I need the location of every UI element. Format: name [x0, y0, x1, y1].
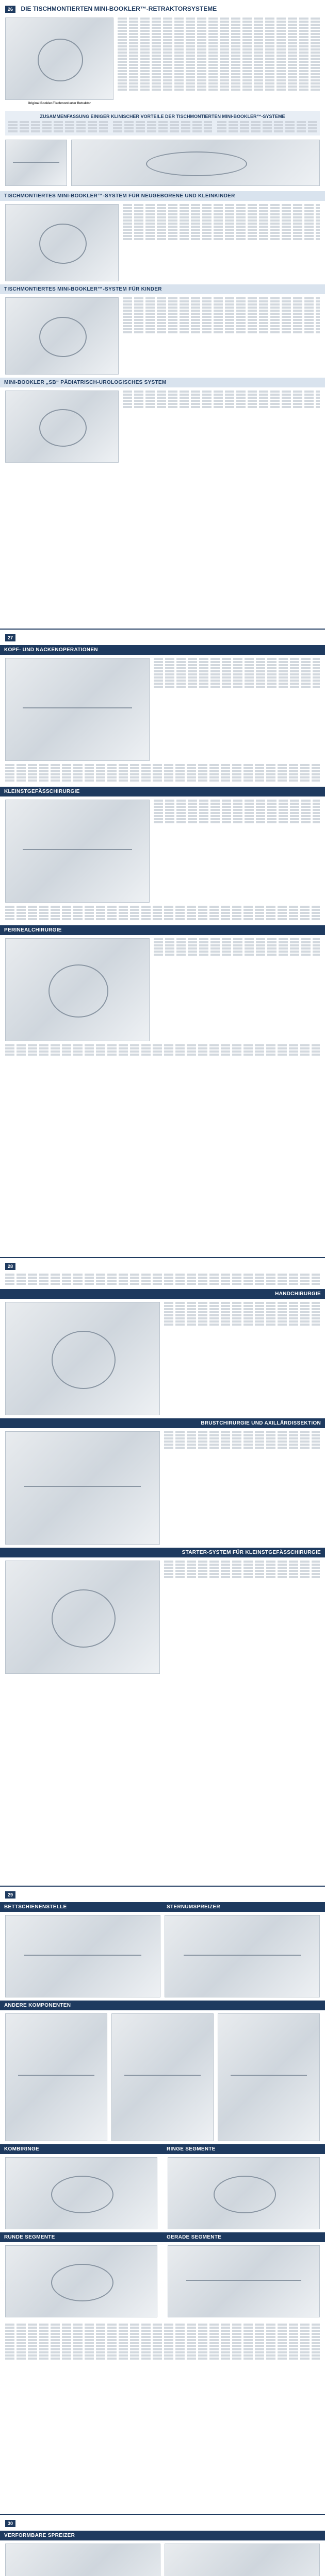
- instrument-image: [218, 2013, 320, 2141]
- instrument-image: [111, 2013, 214, 2141]
- page-26: [0, 0, 325, 623]
- instrument-image: [5, 1302, 160, 1415]
- section-title: ANDERE KOMPONENTEN: [0, 2001, 325, 2010]
- page-number: 26: [5, 6, 15, 13]
- section-title: RINGE SEGMENTE: [163, 2144, 325, 2154]
- section-title: VERFORMBARE SPREIZER: [0, 2531, 325, 2540]
- section-title: KLEINSTGEFÄSSCHIRURGIE: [0, 787, 325, 796]
- page-30: [0, 2514, 325, 2576]
- section-title: TISCHMONTIERTES MINI-BOOKLER™-SYSTEM FÜR NEUGEBORENE UND KLEINKINDER: [0, 191, 325, 201]
- intro-text: [118, 18, 320, 106]
- benefits-title: ZUSAMMENFASSUNG EINIGER KLINISCHER VORTEILE DER TISCHMONTIERTEN MINI-BOOKLER™-SYSTEME: [40, 114, 285, 120]
- section-title: STERNUMSPREIZER: [163, 1902, 325, 1912]
- page-29: [0, 1886, 325, 2509]
- instrument-image: [5, 2245, 157, 2317]
- section-title: GERADE SEGMENTE: [163, 2232, 325, 2242]
- instrument-image: [5, 2013, 107, 2141]
- section-title: STARTER-SYSTEM FÜR KLEINSTGEFÄSSCHIRURGIE: [0, 1548, 325, 1557]
- instrument-image: [165, 1915, 320, 1997]
- section-title: HANDCHIRURGIE: [0, 1289, 325, 1299]
- instrument-image: [5, 2544, 160, 2576]
- instrument-image: [5, 658, 150, 761]
- page-headline: DIE TISCHMONTIERTEN MINI-BOOKLER™-RETRAKTORSYSTEME: [21, 5, 217, 12]
- section-title: KOPF- UND NACKENOPERATIONEN: [0, 645, 325, 655]
- instrument-image: [5, 18, 113, 100]
- instrument-image: [5, 938, 150, 1041]
- section-title: KOMBIRINGE: [0, 2144, 163, 2154]
- page-number: 29: [5, 1891, 15, 1899]
- instrument-image: [71, 140, 320, 186]
- instrument-image: [5, 800, 150, 903]
- instrument-image: [5, 297, 119, 375]
- instrument-image: [168, 2245, 320, 2317]
- benefits-box: [5, 111, 320, 135]
- instrument-image: [5, 1561, 160, 1674]
- page-number: 28: [5, 1263, 15, 1270]
- image-caption: Original Bookler-Tischmontierter Retraktor: [27, 102, 91, 105]
- section-title: BRUSTCHIRURGIE UND AXILLÄRDISSEKTION: [0, 1418, 325, 1428]
- instrument-image: [168, 2157, 320, 2229]
- page-number: 27: [5, 634, 15, 641]
- section-title: RUNDE SEGMENTE: [0, 2232, 163, 2242]
- instrument-image: [5, 391, 119, 463]
- section-title: PERINEALCHIRURGIE: [0, 925, 325, 935]
- instrument-image: [5, 204, 119, 281]
- page-number: 30: [5, 2520, 15, 2527]
- instrument-image: [5, 140, 67, 186]
- instrument-image: [5, 2157, 157, 2229]
- page-28: [0, 1257, 325, 1880]
- page-27: [0, 629, 325, 1252]
- instrument-image: [165, 2544, 320, 2576]
- section-title: MINI-BOOKLER „SB“ PÄDIATRISCH-UROLOGISCHES SYSTEM: [0, 378, 325, 387]
- instrument-image: [5, 1915, 160, 1997]
- instrument-image: [5, 1431, 160, 1545]
- section-title: BETTSCHIENENSTELLE: [0, 1902, 163, 1912]
- section-title: TISCHMONTIERTES MINI-BOOKLER™-SYSTEM FÜR KINDER: [0, 284, 325, 294]
